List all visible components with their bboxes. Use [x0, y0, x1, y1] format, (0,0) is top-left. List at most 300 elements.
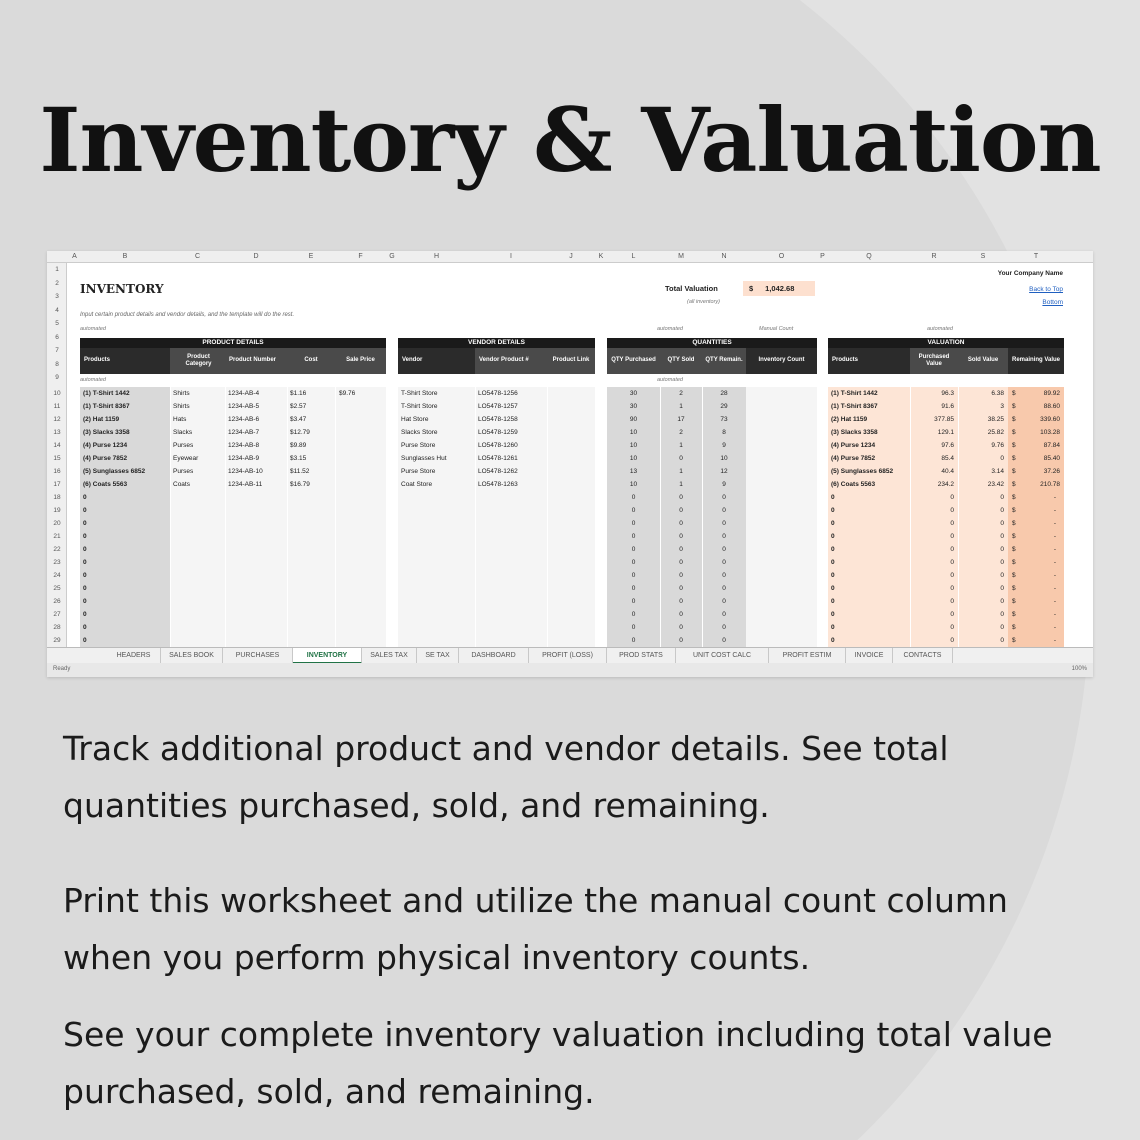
qty-sold-cell[interactable]: 2	[679, 390, 683, 397]
qty-purchased-cell[interactable]: 0	[631, 494, 636, 501]
purchased-value-cell[interactable]: 0	[950, 611, 954, 618]
bottom-link[interactable]: Bottom	[1042, 299, 1063, 306]
currency-cell[interactable]: $	[1012, 455, 1016, 462]
qty-sold-cell[interactable]: 0	[679, 585, 683, 592]
qty-sold-cell[interactable]: 1	[679, 403, 683, 410]
sale-price-cell[interactable]	[339, 452, 385, 465]
empty-product-cell[interactable]: 0	[83, 533, 87, 540]
vendor-cell[interactable]: Slacks Store	[401, 429, 438, 436]
product-number-cell[interactable]: 1234-AB-11	[228, 481, 263, 488]
valuation-product-cell[interactable]: (3) Slacks 3358	[831, 429, 878, 436]
remaining-value-cell[interactable]: 339.60	[1040, 416, 1060, 423]
valuation-product-cell[interactable]: (4) Purse 1234	[831, 442, 876, 449]
grid-line	[287, 387, 288, 647]
purchased-value-cell[interactable]: 97.6	[941, 442, 954, 449]
column-header[interactable]: M	[678, 253, 684, 260]
qty-remain-cell[interactable]: 0	[722, 533, 726, 540]
valuation-product-cell[interactable]: (1) T-Shirt 1442	[831, 390, 878, 397]
sale-price-cell[interactable]	[339, 400, 385, 413]
row-number[interactable]: 8	[55, 360, 59, 368]
sold-value-cell[interactable]: 0	[1000, 507, 1004, 514]
qty-remain-cell[interactable]: 29	[720, 403, 728, 410]
sale-price-cell[interactable]: $9.76	[339, 390, 356, 397]
row-number[interactable]: 19	[53, 507, 61, 514]
currency-cell[interactable]: $	[1012, 533, 1016, 540]
sheet-tab-headers[interactable]: HEADERS	[107, 648, 161, 664]
qty-sold-cell[interactable]: 17	[677, 416, 685, 423]
qty-purchased-cell[interactable]: 0	[631, 637, 636, 644]
sold-value-cell[interactable]: 25.82	[987, 429, 1004, 436]
qty-sold-cell[interactable]: 0	[679, 637, 683, 644]
row-number[interactable]: 16	[53, 468, 61, 475]
row-number[interactable]: 7	[55, 347, 59, 354]
empty-product-cell[interactable]: 0	[83, 546, 87, 553]
column-header[interactable]: N	[721, 253, 727, 260]
back-to-top-link[interactable]: Back to Top	[1029, 286, 1063, 293]
qty-remain-cell[interactable]: 9	[722, 442, 726, 449]
column-header[interactable]: D	[253, 253, 259, 260]
row-number[interactable]: 20	[53, 520, 61, 527]
qty-sold-cell[interactable]: 1	[679, 442, 683, 449]
vendor-product-cell[interactable]: LO5478-1257	[478, 403, 518, 410]
vendor-product-cell[interactable]: LO5478-1256	[478, 390, 518, 397]
purchased-value-cell[interactable]: 85.4	[941, 455, 954, 462]
empty-valuation-cell[interactable]: 0	[831, 611, 835, 618]
qty-remain-cell[interactable]: 28	[720, 390, 728, 397]
row-number[interactable]: 12	[53, 416, 61, 423]
sheet-tab-profit-loss[interactable]: PROFIT (LOSS)	[529, 648, 607, 664]
sold-value-cell[interactable]: 0	[1000, 624, 1004, 631]
empty-valuation-cell[interactable]: 0	[831, 520, 835, 527]
vendor-product-cell[interactable]: LO5478-1259	[478, 429, 518, 436]
vendor-product-cell[interactable]: LO5478-1262	[478, 468, 518, 475]
column-header[interactable]: J	[569, 253, 573, 260]
vendor-product-cell[interactable]: LO5478-1263	[478, 481, 518, 488]
currency-cell[interactable]: $	[1012, 403, 1016, 410]
currency-cell[interactable]: $	[1012, 546, 1016, 553]
currency-cell[interactable]: $	[1012, 611, 1016, 618]
total-valuation-value: 1,042.68	[765, 284, 795, 293]
remaining-value-cell[interactable]: -	[1053, 585, 1056, 592]
category-cell[interactable]: Slacks	[173, 429, 193, 436]
empty-valuation-cell[interactable]: 0	[831, 494, 835, 501]
qty-purchased-cell[interactable]: 30	[629, 390, 638, 397]
remaining-value-cell[interactable]: -	[1053, 572, 1056, 579]
sold-value-cell[interactable]: 0	[1000, 533, 1004, 540]
category-cell[interactable]: Purses	[173, 468, 194, 475]
vendor-product-cell[interactable]: LO5478-1258	[478, 416, 518, 423]
qty-purchased-cell[interactable]: 13	[629, 468, 638, 475]
remaining-value-cell[interactable]: -	[1053, 598, 1056, 605]
row-number[interactable]: 10	[53, 390, 61, 397]
cost-cell[interactable]: $9.89	[290, 442, 307, 449]
empty-valuation-cell[interactable]: 0	[831, 507, 835, 514]
purchased-value-cell[interactable]: 0	[950, 533, 954, 540]
qty-sold-cell[interactable]: 2	[679, 429, 683, 436]
empty-valuation-cell[interactable]: 0	[831, 533, 835, 540]
qty-purchased-cell[interactable]: 0	[631, 585, 636, 592]
currency-cell[interactable]: $	[1012, 624, 1016, 631]
remaining-value-cell[interactable]: -	[1053, 494, 1056, 501]
category-cell[interactable]: Hats	[173, 416, 187, 423]
sale-price-cell[interactable]	[339, 439, 385, 452]
empty-product-cell[interactable]: 0	[83, 624, 87, 631]
qty-sold-cell[interactable]: 0	[679, 507, 683, 514]
qty-purchased-cell[interactable]: 90	[629, 416, 638, 423]
empty-valuation-cell[interactable]: 0	[831, 624, 835, 631]
sheet-tab-se-tax[interactable]: SE TAX	[417, 648, 459, 664]
qty-sold-cell[interactable]: 1	[679, 481, 683, 488]
category-cell[interactable]: Shirts	[173, 403, 190, 410]
qty-purchased-cell[interactable]: 0	[631, 611, 636, 618]
qty-remain-cell[interactable]: 0	[722, 585, 726, 592]
purchased-value-cell[interactable]: 0	[950, 637, 954, 644]
remaining-value-cell[interactable]: 37.26	[1043, 468, 1060, 475]
purchased-value-cell[interactable]: 0	[950, 507, 954, 514]
column-header[interactable]: K	[598, 253, 604, 260]
row-number[interactable]: 13	[53, 429, 61, 436]
empty-product-cell[interactable]: 0	[83, 507, 87, 514]
column-header[interactable]: E	[308, 253, 314, 260]
column-header[interactable]: L	[631, 253, 636, 260]
qty-remain-cell[interactable]: 0	[722, 598, 726, 605]
sheet-tab-purchases[interactable]: PURCHASES	[223, 648, 293, 664]
qty-purchased-cell[interactable]: 10	[629, 455, 638, 462]
purchased-value-cell[interactable]: 0	[950, 520, 954, 527]
vendor-cell[interactable]: Coat Store	[401, 481, 433, 488]
qty-remain-cell[interactable]: 0	[722, 559, 726, 566]
column-header[interactable]: F	[358, 253, 363, 260]
column-header[interactable]: I	[510, 253, 512, 260]
column-header[interactable]: C	[194, 253, 201, 260]
row-number[interactable]: 21	[53, 533, 61, 540]
currency-cell[interactable]: $	[1012, 494, 1016, 501]
sold-value-cell[interactable]: 38.25	[987, 416, 1004, 423]
qty-sold-cell[interactable]: 0	[679, 572, 683, 579]
purchased-value-cell[interactable]: 91.6	[941, 403, 954, 410]
product-cell[interactable]: (1) T-Shirt 8367	[83, 403, 130, 410]
row-number[interactable]: 23	[53, 559, 61, 566]
remaining-value-cell[interactable]: 85.40	[1043, 455, 1060, 462]
cost-cell[interactable]: $3.15	[290, 455, 307, 462]
purchased-value-cell[interactable]: 129.1	[937, 429, 954, 436]
row-number[interactable]: 9	[55, 374, 59, 381]
sheet-tab-inventory[interactable]: INVENTORY	[293, 648, 362, 664]
purchased-value-cell[interactable]: 0	[950, 546, 954, 553]
cost-cell[interactable]: $16.79	[290, 481, 310, 488]
qty-purchased-cell[interactable]: 30	[629, 403, 638, 410]
vendor-cell[interactable]: Purse Store	[401, 468, 436, 475]
category-cell[interactable]: Coats	[173, 481, 190, 488]
product-cell[interactable]: (4) Purse 7852	[83, 455, 128, 462]
purchased-value-cell[interactable]: 0	[950, 598, 954, 605]
qty-purchased-cell[interactable]: 0	[631, 520, 636, 527]
row-number[interactable]: 18	[53, 494, 61, 501]
qty-remain-cell[interactable]: 0	[722, 520, 726, 527]
qty-remain-cell[interactable]: 12	[720, 468, 728, 475]
row-number[interactable]: 1	[55, 266, 59, 273]
empty-valuation-cell[interactable]: 0	[831, 546, 835, 553]
currency-cell[interactable]: $	[1012, 390, 1016, 397]
currency-cell[interactable]: $	[1012, 416, 1016, 423]
remaining-value-cell[interactable]: 89.92	[1043, 390, 1060, 397]
grid-line	[170, 387, 171, 647]
purchased-value-cell[interactable]: 0	[950, 559, 954, 566]
qty-remain-cell[interactable]: 0	[722, 546, 726, 553]
spreadsheet-screenshot	[47, 251, 1093, 677]
vendor-product-cell[interactable]: LO5478-1261	[478, 455, 518, 462]
vendor-cell[interactable]: T-Shirt Store	[401, 403, 438, 410]
empty-valuation-cell[interactable]: 0	[831, 585, 835, 592]
row-number[interactable]: 5	[55, 320, 59, 327]
qty-purchased-cell[interactable]: 0	[631, 507, 636, 514]
row-number[interactable]: 6	[55, 333, 59, 341]
currency-cell[interactable]: $	[1012, 572, 1016, 579]
remaining-value-cell[interactable]: -	[1053, 559, 1056, 566]
sold-value-cell[interactable]: 0	[1000, 611, 1004, 618]
empty-valuation-cell[interactable]: 0	[831, 559, 835, 566]
grid-line	[475, 387, 476, 647]
qty-remain-cell[interactable]: 0	[722, 494, 726, 501]
qty-purchased-cell[interactable]: 0	[631, 559, 636, 566]
sale-price-cell[interactable]	[339, 426, 385, 439]
purchased-value-cell[interactable]: 234.2	[937, 481, 954, 488]
column-header[interactable]: T	[1033, 253, 1039, 260]
qty-remain-cell[interactable]: 0	[722, 507, 726, 514]
empty-valuation-cell[interactable]: 0	[831, 637, 835, 644]
qty-purchased-cell[interactable]: 0	[631, 572, 636, 579]
empty-product-cell[interactable]: 0	[83, 611, 87, 618]
product-number-cell[interactable]: 1234-AB-8	[228, 442, 260, 449]
empty-product-cell[interactable]: 0	[83, 637, 87, 644]
currency-cell[interactable]: $	[1012, 520, 1016, 527]
product-cell[interactable]: (6) Coats 5563	[83, 481, 128, 488]
row-number[interactable]: 4	[55, 306, 59, 314]
purchased-value-cell[interactable]: 96.3	[941, 390, 954, 397]
purchased-value-cell[interactable]: 377.85	[934, 416, 954, 423]
sold-value-cell[interactable]: 0	[1000, 559, 1004, 566]
sold-value-cell[interactable]: 3.14	[991, 468, 1004, 475]
row-number[interactable]: 25	[53, 585, 61, 592]
valuation-product-cell[interactable]: (4) Purse 7852	[831, 455, 876, 462]
qty-sold-cell[interactable]: 0	[679, 598, 683, 605]
qty-purchased-cell[interactable]: 0	[631, 624, 636, 631]
sheet-tab-profit-estim[interactable]: PROFIT ESTIM	[769, 648, 846, 664]
empty-product-cell[interactable]: 0	[83, 572, 87, 579]
sheet-tab-contacts[interactable]: CONTACTS	[893, 648, 953, 664]
vendor-product-cell[interactable]: LO5478-1260	[478, 442, 518, 449]
empty-product-cell[interactable]: 0	[83, 598, 87, 605]
empty-product-cell[interactable]: 0	[83, 520, 87, 527]
currency-cell[interactable]: $	[1012, 637, 1016, 644]
currency-cell[interactable]: $	[1012, 585, 1016, 592]
remaining-value-cell[interactable]: -	[1053, 624, 1056, 631]
qty-remain-cell[interactable]: 0	[722, 572, 726, 579]
empty-valuation-cell[interactable]: 0	[831, 598, 835, 605]
qty-remain-cell[interactable]: 8	[722, 429, 726, 436]
row-number[interactable]: 15	[53, 455, 61, 462]
remaining-value-cell[interactable]: -	[1053, 637, 1056, 644]
qty-purchased-cell[interactable]: 0	[631, 598, 636, 605]
sold-value-cell[interactable]: 0	[1000, 455, 1004, 462]
column-header[interactable]: B	[122, 253, 128, 260]
empty-valuation-cell[interactable]: 0	[831, 572, 835, 579]
qty-sold-cell[interactable]: 1	[679, 468, 683, 475]
vendor-cell[interactable]: Hat Store	[401, 416, 429, 423]
row-number[interactable]: 3	[55, 293, 59, 300]
remaining-value-cell[interactable]: 87.84	[1043, 442, 1060, 449]
currency-cell[interactable]: $	[1012, 598, 1016, 605]
sheet-tab-invoice[interactable]: INVOICE	[846, 648, 893, 664]
cost-cell[interactable]: $11.52	[290, 468, 310, 475]
sold-value-cell[interactable]: 0	[1000, 637, 1004, 644]
row-number[interactable]: 27	[53, 611, 61, 618]
remaining-value-cell[interactable]: -	[1053, 533, 1056, 540]
qty-remain-cell[interactable]: 9	[722, 481, 726, 488]
sold-value-cell[interactable]: 3	[1000, 403, 1004, 410]
header-qty-remain: QTY Remain.	[702, 348, 746, 374]
remaining-value-cell[interactable]: 210.78	[1040, 481, 1060, 488]
row-number[interactable]: 29	[53, 637, 61, 644]
currency-cell[interactable]: $	[1012, 429, 1016, 436]
remaining-value-cell[interactable]: 88.60	[1043, 403, 1060, 410]
currency-cell[interactable]: $	[1012, 442, 1016, 449]
product-cell[interactable]: (1) T-Shirt 1442	[83, 390, 130, 397]
remaining-value-cell[interactable]: -	[1053, 611, 1056, 618]
row-number[interactable]: 22	[53, 546, 61, 553]
product-number-cell[interactable]: 1234-AB-9	[228, 455, 260, 462]
valuation-product-cell[interactable]: (6) Coats 5563	[831, 481, 876, 488]
remaining-value-cell[interactable]: -	[1053, 520, 1056, 527]
row-number[interactable]: 28	[53, 624, 61, 631]
qty-sold-cell[interactable]: 0	[679, 520, 683, 527]
sale-price-cell[interactable]	[339, 413, 385, 426]
qty-sold-cell[interactable]: 0	[679, 455, 683, 462]
cost-cell[interactable]: $1.16	[290, 390, 307, 397]
empty-product-cell[interactable]: 0	[83, 494, 87, 501]
row-number[interactable]: 26	[53, 598, 61, 605]
qty-remain-cell[interactable]: 73	[720, 416, 728, 423]
remaining-value-cell[interactable]: -	[1053, 546, 1056, 553]
qty-purchased-cell[interactable]: 0	[631, 533, 636, 540]
valuation-product-cell[interactable]: (5) Sunglasses 6852	[831, 468, 894, 475]
qty-sold-cell[interactable]: 0	[679, 533, 683, 540]
currency-cell[interactable]: $	[1012, 507, 1016, 514]
sheet-tab-prod-stats[interactable]: PROD STATS	[607, 648, 676, 664]
cost-cell[interactable]: $3.47	[290, 416, 307, 423]
qty-sold-cell[interactable]: 0	[679, 559, 683, 566]
cost-cell[interactable]: $2.57	[290, 403, 307, 410]
remaining-value-cell[interactable]: -	[1053, 507, 1056, 514]
sold-value-cell[interactable]: 6.38	[991, 390, 1004, 397]
column-header[interactable]: S	[980, 253, 986, 260]
product-number-cell[interactable]: 1234-AB-7	[228, 429, 260, 436]
empty-product-cell[interactable]: 0	[83, 585, 87, 592]
currency-cell[interactable]: $	[1012, 559, 1016, 566]
qty-remain-cell[interactable]: 0	[722, 611, 726, 618]
qty-remain-cell[interactable]: 10	[720, 455, 728, 462]
cost-cell[interactable]: $12.79	[290, 429, 310, 436]
product-cell[interactable]: (4) Purse 1234	[83, 442, 128, 449]
qty-sold-cell[interactable]: 0	[679, 624, 683, 631]
column-header[interactable]: P	[820, 253, 825, 260]
column-header[interactable]: H	[433, 253, 440, 260]
sold-value-cell[interactable]: 0	[1000, 520, 1004, 527]
sold-value-cell[interactable]: 0	[1000, 598, 1004, 605]
product-cell[interactable]: (3) Slacks 3358	[83, 429, 130, 436]
sold-value-cell[interactable]: 0	[1000, 585, 1004, 592]
valuation-product-cell[interactable]: (2) Hat 1159	[831, 416, 868, 423]
sheet-note: Input certain product details and vendor details, and the template will do the rest.	[80, 312, 295, 318]
qty-sold-cell[interactable]: 0	[679, 494, 683, 501]
sheet-tab-sales-book[interactable]: SALES BOOK	[161, 648, 223, 664]
empty-product-cell[interactable]: 0	[83, 559, 87, 566]
currency-cell[interactable]: $	[1012, 481, 1016, 488]
column-header[interactable]: A	[72, 253, 77, 260]
qty-remain-cell[interactable]: 0	[722, 624, 726, 631]
remaining-value-cell[interactable]: 103.28	[1040, 429, 1060, 436]
sold-value-cell[interactable]: 0	[1000, 494, 1004, 501]
product-number-cell[interactable]: 1234-AB-10	[228, 468, 263, 475]
sold-value-cell[interactable]: 0	[1000, 546, 1004, 553]
vendor-cell[interactable]: Sunglasses Hut	[401, 455, 447, 462]
product-number-cell[interactable]: 1234-AB-4	[228, 390, 260, 397]
row-number[interactable]: 17	[53, 481, 61, 488]
inventory-count-panel	[746, 387, 817, 647]
category-cell[interactable]: Purses	[173, 442, 194, 449]
sold-value-cell[interactable]: 9.76	[991, 442, 1004, 449]
category-cell[interactable]: Eyewear	[173, 455, 199, 462]
qty-purchased-cell[interactable]: 10	[629, 429, 638, 436]
product-number-cell[interactable]: 1234-AB-5	[228, 403, 260, 410]
product-cell[interactable]: (2) Hat 1159	[83, 416, 120, 423]
column-header[interactable]: G	[389, 253, 395, 260]
qty-purchased-cell[interactable]: 10	[629, 442, 638, 449]
purchased-value-cell[interactable]: 0	[950, 624, 954, 631]
sold-value-cell[interactable]: 23.42	[987, 481, 1004, 488]
qty-purchased-cell[interactable]: 0	[631, 546, 636, 553]
valuation-product-cell[interactable]: (1) T-Shirt 8367	[831, 403, 878, 410]
row-number[interactable]: 24	[53, 572, 61, 579]
sheet-tab-dashboard[interactable]: DASHBOARD	[459, 648, 529, 664]
sold-value-cell[interactable]: 0	[1000, 572, 1004, 579]
purchased-value-cell[interactable]: 0	[950, 572, 954, 579]
row-number[interactable]: 14	[53, 442, 61, 449]
sale-price-cell[interactable]	[339, 478, 385, 491]
row-number[interactable]: 11	[53, 403, 61, 410]
row-number[interactable]: 2	[55, 279, 59, 287]
purchased-value-cell[interactable]: 0	[950, 494, 954, 501]
product-cell[interactable]: (5) Sunglasses 6852	[83, 468, 146, 475]
category-cell[interactable]: Shirts	[173, 390, 190, 397]
purchased-value-cell[interactable]: 40.4	[941, 468, 954, 475]
qty-sold-cell[interactable]: 0	[679, 611, 683, 618]
qty-remain-cell[interactable]: 0	[722, 637, 726, 644]
sheet-tab-sales-tax[interactable]: SALES TAX	[362, 648, 417, 664]
vendor-cell[interactable]: Purse Store	[401, 442, 436, 449]
purchased-value-cell[interactable]: 0	[950, 585, 954, 592]
vendor-cell[interactable]: T-Shirt Store	[401, 390, 438, 397]
sale-price-cell[interactable]	[339, 465, 385, 478]
qty-sold-cell[interactable]: 0	[679, 546, 683, 553]
column-header[interactable]: Q	[866, 253, 872, 260]
product-number-cell[interactable]: 1234-AB-6	[228, 416, 260, 423]
qty-purchased-cell[interactable]: 10	[629, 481, 638, 488]
column-header[interactable]: O	[778, 253, 785, 260]
sheet-tab-unit-cost-calc[interactable]: UNIT COST CALC	[676, 648, 769, 664]
currency-cell[interactable]: $	[1012, 468, 1016, 475]
column-header[interactable]: R	[931, 253, 937, 260]
